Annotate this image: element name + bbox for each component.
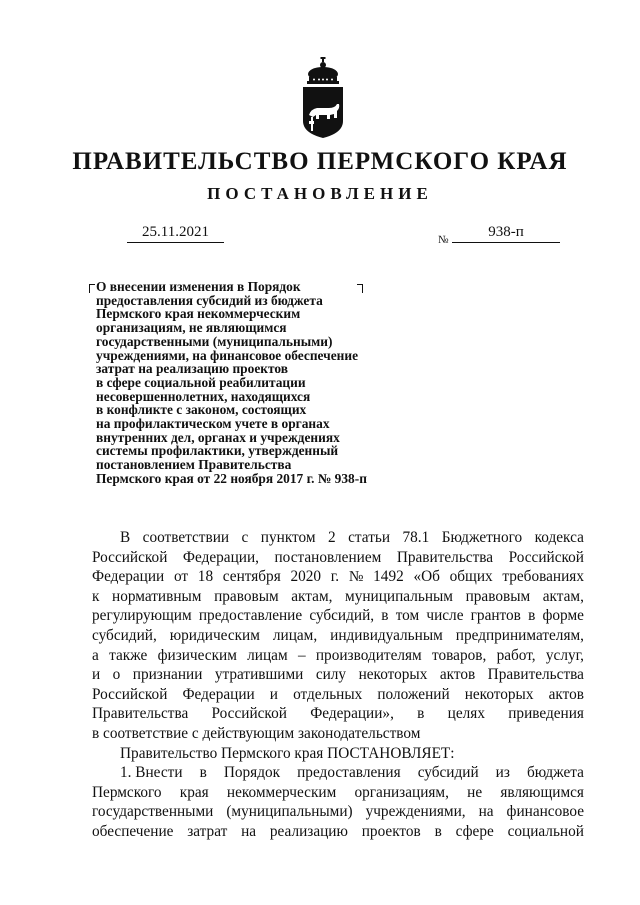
word: 78.1 [402,529,430,546]
word: утратившими [214,666,304,684]
paragraph-line [92,802,584,822]
word: пунктом [260,529,316,546]
word: требованиях [502,568,584,586]
subject-line: государственными (муниципальными) [96,333,333,349]
word: в соответствие с действующим законодательством [92,724,421,742]
paragraph-line [92,626,584,646]
paragraph-line [92,528,584,548]
word: регулирующим [92,607,192,625]
word: г. [330,568,340,586]
word: сфере [455,822,494,840]
word: на [478,803,494,821]
word: затрат [187,822,228,840]
word: Бюджетного [441,529,523,546]
word: некоторых [464,685,534,703]
document-body [92,528,584,842]
subject-line: Пермского края некоммерческим [96,306,301,322]
word: производителям [315,646,422,664]
word: также [109,646,148,664]
government-title: ПРАВИТЕЛЬСТВО ПЕРМСКОГО КРАЯ [72,148,568,175]
word: некоммерческим [226,783,337,801]
word: в [381,607,389,625]
word: с [241,529,249,546]
word: том [395,607,420,625]
number-sign: № [438,234,449,246]
word: индивидуальным [330,626,443,644]
word: положений [377,685,450,703]
word: общих [449,568,493,586]
coat-of-arms-icon [297,57,349,139]
word: Пермского [92,783,162,801]
subject-line: затрат на реализацию проектов [96,361,288,377]
word: 2020 [290,568,322,586]
word: постановлением [274,548,382,566]
word: субсидий [417,764,479,782]
word: социальной [507,822,584,840]
paragraph-line [92,763,584,783]
word: силу [315,666,347,684]
word: актам, [542,587,584,605]
word: приведения [508,705,584,723]
word: Федерации, [182,548,259,566]
word: края [179,783,209,801]
word: товаров, [432,646,487,664]
word: а [92,646,99,664]
word: предпринимателям, [455,626,584,644]
word: учреждениями, [365,803,466,821]
word: государственными [92,803,214,821]
word: правовым [465,587,531,605]
word: юридическим [169,626,260,644]
paragraph-line [92,646,584,666]
word: сентября [222,568,281,586]
subject-line: в сфере социальной реабилитации [96,374,306,390]
word: в [199,764,207,782]
subject-line: на профилактическом учете в органах [96,416,330,432]
word: актов [439,666,476,684]
word: Правительства [487,666,584,684]
word: субсидий, [309,607,375,625]
word: физическим [157,646,237,664]
subject-line: несовершеннолетних, находящихся [96,388,311,404]
word: признании [132,666,203,684]
word: обеспечение [92,822,174,840]
word: лицам [247,646,288,664]
subject-line: Пермского края от 22 ноября 2017 г. № 938-п [96,470,367,486]
word: соответствии [142,529,230,546]
paragraph-line [92,685,584,705]
paragraph-line [92,744,584,764]
word: и [92,666,101,684]
document-number: 938-п [452,224,560,243]
word: 18 [197,568,214,586]
word: Федерации [182,685,255,703]
word: Российской [92,548,168,566]
paragraph-line [92,724,584,744]
word: работ, [496,646,536,664]
word: Федерации [92,568,165,586]
subject-line: внутренних дел, органах и учреждениях [96,429,340,445]
word: муниципальным [345,587,453,605]
word: некоторых [358,666,428,684]
word: субсидий, [92,626,157,644]
word: Порядок [223,764,281,782]
word: организациям, [354,783,449,801]
word: целях [447,705,485,723]
word: бюджета [526,764,584,782]
word: – [297,646,306,664]
word: 1. Внести [120,764,183,782]
word: в [434,822,442,840]
word: не [467,783,483,801]
word: к [92,587,100,605]
paragraph-line [92,822,584,842]
word: 1492 [373,568,404,586]
word: № [348,568,364,586]
word: нормативным [112,587,202,605]
word: на [241,822,257,840]
subject-line: учреждениями, на финансовое обеспечение [96,347,359,363]
word: из [495,764,510,782]
word: 2 [328,529,336,546]
word: предоставления [297,764,401,782]
subject-line: в конфликте с законом, состоящих [96,402,307,418]
word: в [417,705,425,723]
word: форме [542,607,584,625]
document-date: 25.11.2021 [127,224,224,243]
word: в [528,607,536,625]
document-subject [96,280,416,486]
word: Правительство Пермского края ПОСТАНОВЛЯЕТ: [120,744,455,762]
word: проектов [361,822,421,840]
word: Российской [211,705,287,723]
word: (муниципальными) [226,803,353,821]
paragraph-line [92,783,584,803]
paragraph-line [92,704,584,724]
paragraph-line [92,548,584,568]
word: Правительства [92,705,189,723]
subject-line: предоставления субсидий из бюджета [96,292,323,308]
paragraph-line [92,665,584,685]
word: кодекса [534,529,584,546]
word: Российской [508,548,584,566]
word: актам, [291,587,333,605]
word: «Об [413,568,440,586]
subject-line: постановлением Правительства [96,457,292,473]
word: лицам, [272,626,318,644]
word: актов [548,685,584,703]
word: реализацию [269,822,348,840]
document-type: ПОСТАНОВЛЕНИЕ [207,184,433,203]
word: от [173,568,189,586]
word: отдельных [293,685,363,703]
word: являющимся [500,783,584,801]
paragraph-line [92,567,584,587]
word: Российской [92,685,168,703]
word: предоставление [198,607,303,625]
word: статьи [348,529,391,546]
word: Федерации», [310,705,394,723]
word: финансовое [506,803,584,821]
word: В [120,529,131,546]
paragraph-line [92,587,584,607]
word: услуг, [545,646,584,664]
word: о [112,666,121,684]
bracket-left-mark [89,284,95,293]
paragraph-line [92,606,584,626]
word: и [269,685,278,703]
word: правовым [214,587,279,605]
subject-line: О внесении изменения в Порядок [96,279,301,294]
subject-line: организациям, не являющимся [96,320,287,336]
word: грантов [470,607,521,625]
word: Правительства [396,548,494,566]
subject-line: системы профилактики, утвержденный [96,443,339,459]
word: числе [426,607,464,625]
